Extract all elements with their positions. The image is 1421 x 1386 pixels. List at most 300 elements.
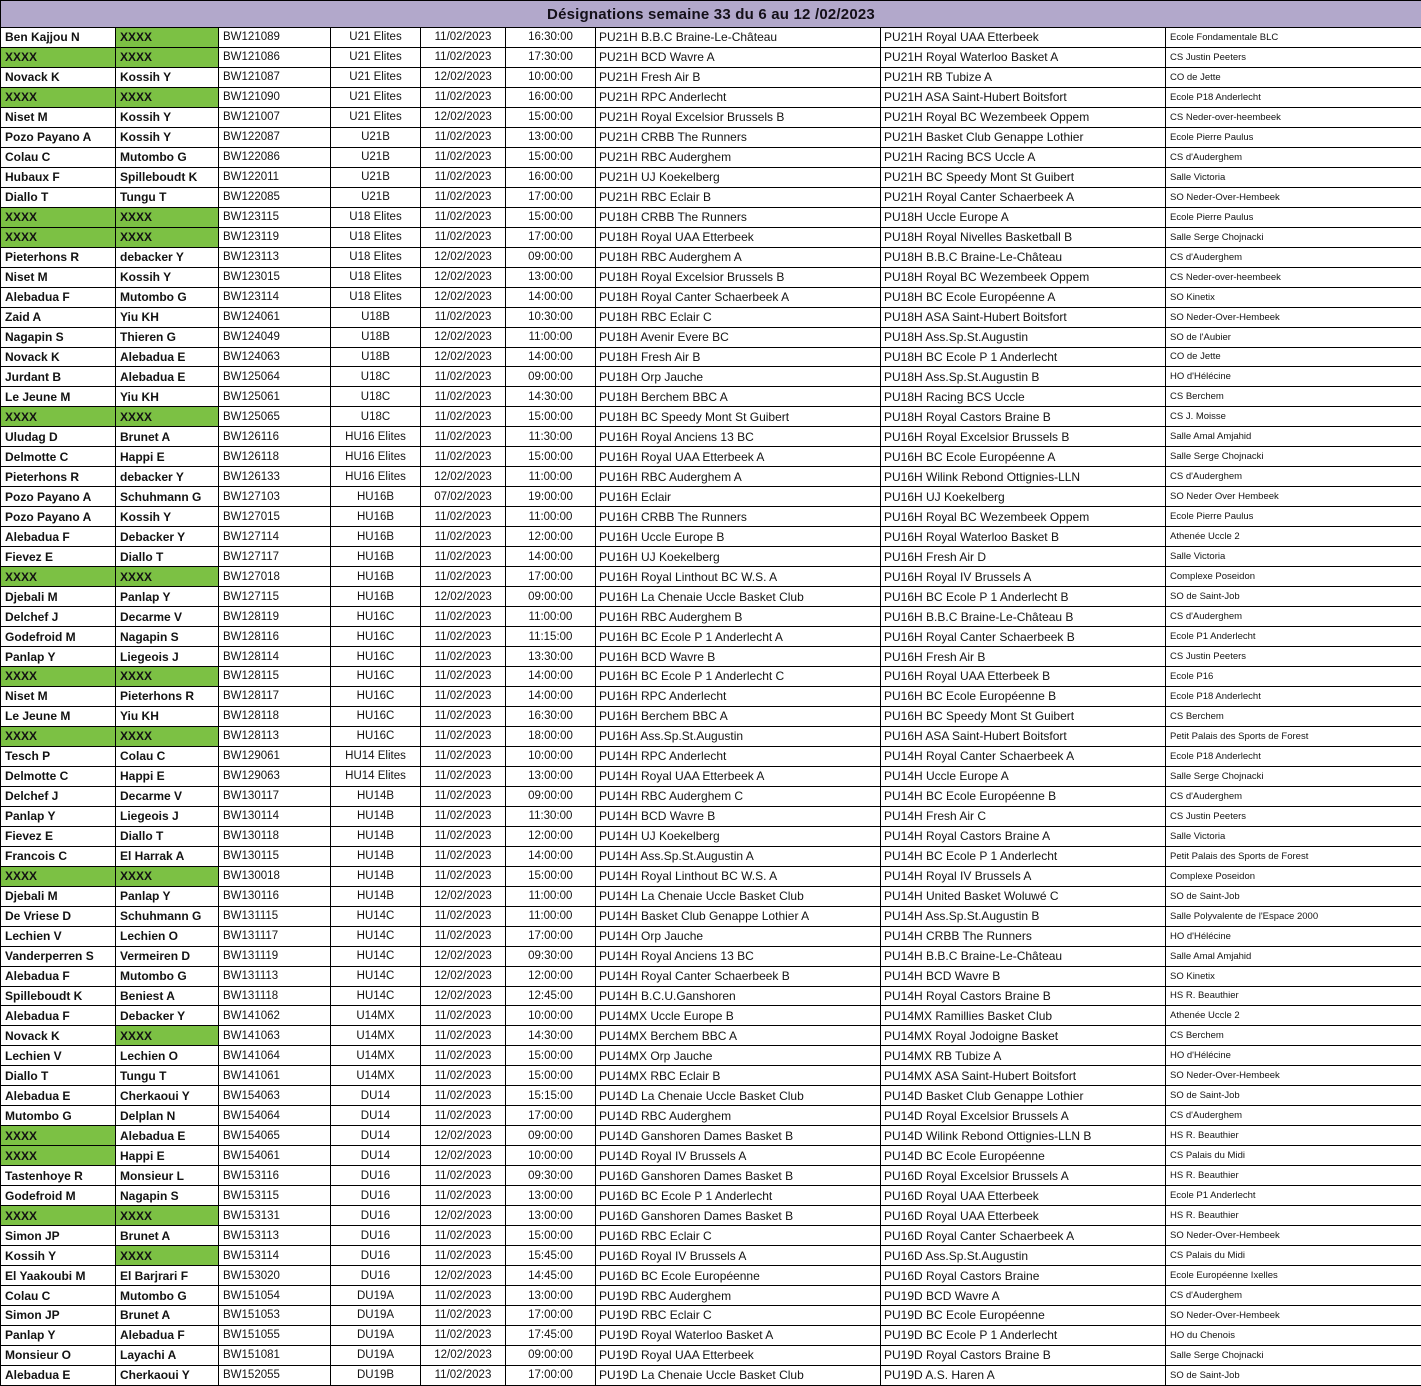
referee2-cell: Schuhmann G — [116, 906, 219, 926]
referee1-cell: Hubaux F — [1, 167, 116, 187]
date-cell: 11/02/2023 — [421, 826, 506, 846]
table-row — [1, 1286, 1421, 1306]
referee2-cell: XXXX — [116, 567, 219, 587]
time-cell: 11:30:00 — [506, 427, 596, 447]
referee1-cell: Alebadua F — [1, 527, 116, 547]
category-cell: HU14C — [331, 966, 421, 986]
date-cell: 12/02/2023 — [421, 1345, 506, 1365]
venue-cell: CS Neder-over-heembeek — [1166, 267, 1421, 287]
referee1-cell: Pozo Payano A — [1, 487, 116, 507]
venue-cell: Ecole P1 Anderlecht — [1166, 627, 1421, 647]
away-team-cell: PU18H Ass.Sp.St.Augustin — [881, 327, 1166, 347]
category-cell: DU19A — [331, 1325, 421, 1345]
category-cell: HU16C — [331, 706, 421, 726]
referee2-cell: Mutombo G — [116, 1286, 219, 1306]
home-team-cell: PU18H Avenir Evere BC — [596, 327, 881, 347]
match-code-cell: BW121087 — [219, 67, 331, 87]
date-cell: 11/02/2023 — [421, 806, 506, 826]
referee1-cell: Godefroid M — [1, 627, 116, 647]
home-team-cell: PU14D Ganshoren Dames Basket B — [596, 1126, 881, 1146]
away-team-cell: PU16D Royal UAA Etterbeek — [881, 1206, 1166, 1226]
category-cell: U18 Elites — [331, 207, 421, 227]
match-code-cell: BW123113 — [219, 247, 331, 267]
match-code-cell: BW127114 — [219, 527, 331, 547]
referee2-cell: XXXX — [116, 227, 219, 247]
time-cell: 15:15:00 — [506, 1086, 596, 1106]
table-row — [1, 187, 1421, 207]
home-team-cell: PU18H Berchem BBC A — [596, 387, 881, 407]
referee2-cell: XXXX — [116, 1246, 219, 1266]
venue-cell: Complexe Poseidon — [1166, 866, 1421, 886]
away-team-cell: PU18H Ass.Sp.St.Augustin B — [881, 367, 1166, 387]
referee1-cell: Alebadua E — [1, 1086, 116, 1106]
venue-cell: Athenée Uccle 2 — [1166, 1006, 1421, 1026]
time-cell: 12:00:00 — [506, 826, 596, 846]
venue-cell: Salle Amal Amjahid — [1166, 946, 1421, 966]
away-team-cell: PU18H Royal Nivelles Basketball B — [881, 227, 1166, 247]
table-row — [1, 746, 1421, 766]
category-cell: HU14B — [331, 886, 421, 906]
away-team-cell: PU16H Fresh Air D — [881, 547, 1166, 567]
venue-cell: SO Neder-Over-Hembeek — [1166, 1226, 1421, 1246]
away-team-cell: PU14MX Royal Jodoigne Basket — [881, 1026, 1166, 1046]
category-cell: U18B — [331, 327, 421, 347]
venue-cell: CS d'Auderghem — [1166, 607, 1421, 627]
date-cell: 11/02/2023 — [421, 227, 506, 247]
date-cell: 11/02/2023 — [421, 1106, 506, 1126]
category-cell: HU16B — [331, 587, 421, 607]
home-team-cell: PU14H Orp Jauche — [596, 926, 881, 946]
referee2-cell: Happi E — [116, 1146, 219, 1166]
category-cell: DU19A — [331, 1345, 421, 1365]
match-code-cell: BW126133 — [219, 467, 331, 487]
referee1-cell: XXXX — [1, 1146, 116, 1166]
time-cell: 09:00:00 — [506, 1126, 596, 1146]
home-team-cell: PU16D Ganshoren Dames Basket B — [596, 1206, 881, 1226]
home-team-cell: PU16H Royal Linthout BC W.S. A — [596, 567, 881, 587]
category-cell: U21 Elites — [331, 28, 421, 48]
away-team-cell: PU18H Royal Castors Braine B — [881, 407, 1166, 427]
venue-cell: CS Justin Peeters — [1166, 806, 1421, 826]
venue-cell: Petit Palais des Sports de Forest — [1166, 846, 1421, 866]
away-team-cell: PU16H Royal BC Wezembeek Oppem — [881, 507, 1166, 527]
category-cell: HU16C — [331, 647, 421, 667]
date-cell: 11/02/2023 — [421, 207, 506, 227]
referee1-cell: Niset M — [1, 686, 116, 706]
home-team-cell: PU18H Royal Excelsior Brussels B — [596, 267, 881, 287]
time-cell: 15:00:00 — [506, 1066, 596, 1086]
away-team-cell: PU18H BC Ecole Européenne A — [881, 287, 1166, 307]
venue-cell: Ecole Européenne Ixelles — [1166, 1266, 1421, 1286]
venue-cell: CS d'Auderghem — [1166, 147, 1421, 167]
home-team-cell: PU21H RBC Auderghem — [596, 147, 881, 167]
home-team-cell: PU14H RPC Anderlecht — [596, 746, 881, 766]
page-title: Désignations semaine 33 du 6 au 12 /02/2023 — [1, 1, 1421, 28]
time-cell: 12:00:00 — [506, 966, 596, 986]
venue-cell: SO Kinetix — [1166, 287, 1421, 307]
date-cell: 11/02/2023 — [421, 28, 506, 48]
referee2-cell: Vermeiren D — [116, 946, 219, 966]
home-team-cell: PU21H Fresh Air B — [596, 67, 881, 87]
match-code-cell: BW153131 — [219, 1206, 331, 1226]
match-code-cell: BW131118 — [219, 986, 331, 1006]
referee1-cell: Uludag D — [1, 427, 116, 447]
referee2-cell: Diallo T — [116, 547, 219, 567]
date-cell: 12/02/2023 — [421, 107, 506, 127]
venue-cell: CS Palais du Midi — [1166, 1246, 1421, 1266]
referee1-cell: Pieterhons R — [1, 247, 116, 267]
home-team-cell: PU21H RPC Anderlecht — [596, 87, 881, 107]
match-code-cell: BW151054 — [219, 1286, 331, 1306]
away-team-cell: PU18H Racing BCS Uccle — [881, 387, 1166, 407]
away-team-cell: PU14H CRBB The Runners — [881, 926, 1166, 946]
match-code-cell: BW121089 — [219, 28, 331, 48]
home-team-cell: PU19D RBC Auderghem — [596, 1286, 881, 1306]
referee1-cell: Niset M — [1, 107, 116, 127]
table-row — [1, 686, 1421, 706]
referee2-cell: Pieterhons R — [116, 686, 219, 706]
away-team-cell: PU19D BC Ecole Européenne — [881, 1306, 1166, 1326]
referee2-cell: Kossih Y — [116, 107, 219, 127]
table-body — [1, 28, 1421, 1386]
match-code-cell: BW131119 — [219, 946, 331, 966]
time-cell: 14:30:00 — [506, 1026, 596, 1046]
table-row — [1, 467, 1421, 487]
table-row — [1, 706, 1421, 726]
time-cell: 15:00:00 — [506, 1046, 596, 1066]
time-cell: 15:00:00 — [506, 1226, 596, 1246]
referee1-cell: Colau C — [1, 1286, 116, 1306]
match-code-cell: BW126116 — [219, 427, 331, 447]
date-cell: 12/02/2023 — [421, 327, 506, 347]
date-cell: 11/02/2023 — [421, 667, 506, 687]
category-cell: DU14 — [331, 1106, 421, 1126]
time-cell: 17:00:00 — [506, 1306, 596, 1326]
home-team-cell: PU14MX RBC Eclair B — [596, 1066, 881, 1086]
referee1-cell: Simon JP — [1, 1226, 116, 1246]
table-row — [1, 1226, 1421, 1246]
time-cell: 17:45:00 — [506, 1325, 596, 1345]
time-cell: 16:00:00 — [506, 167, 596, 187]
home-team-cell: PU14H Ass.Sp.St.Augustin A — [596, 846, 881, 866]
time-cell: 11:00:00 — [506, 507, 596, 527]
category-cell: U18B — [331, 307, 421, 327]
time-cell: 18:00:00 — [506, 726, 596, 746]
referee2-cell: Layachi A — [116, 1345, 219, 1365]
match-code-cell: BW127115 — [219, 587, 331, 607]
date-cell: 12/02/2023 — [421, 267, 506, 287]
away-team-cell: PU14D Royal Excelsior Brussels A — [881, 1106, 1166, 1126]
date-cell: 12/02/2023 — [421, 287, 506, 307]
date-cell: 11/02/2023 — [421, 1186, 506, 1206]
time-cell: 16:30:00 — [506, 28, 596, 48]
referee1-cell: Pozo Payano A — [1, 127, 116, 147]
venue-cell: SO Neder-Over-Hembeek — [1166, 1306, 1421, 1326]
away-team-cell: PU14H Royal Castors Braine B — [881, 986, 1166, 1006]
time-cell: 13:00:00 — [506, 766, 596, 786]
venue-cell: CS Palais du Midi — [1166, 1146, 1421, 1166]
referee2-cell: Happi E — [116, 447, 219, 467]
referee2-cell: Yiu KH — [116, 706, 219, 726]
table-row — [1, 1246, 1421, 1266]
match-code-cell: BW127103 — [219, 487, 331, 507]
time-cell: 09:30:00 — [506, 946, 596, 966]
category-cell: U21B — [331, 127, 421, 147]
referee2-cell: Alebadua E — [116, 367, 219, 387]
date-cell: 11/02/2023 — [421, 1006, 506, 1026]
date-cell: 12/02/2023 — [421, 1206, 506, 1226]
time-cell: 13:00:00 — [506, 1206, 596, 1226]
date-cell: 11/02/2023 — [421, 427, 506, 447]
referee2-cell: Colau C — [116, 746, 219, 766]
table-row — [1, 966, 1421, 986]
date-cell: 11/02/2023 — [421, 627, 506, 647]
referee1-cell: Jurdant B — [1, 367, 116, 387]
table-row — [1, 906, 1421, 926]
referee2-cell: Debacker Y — [116, 527, 219, 547]
referee2-cell: XXXX — [116, 667, 219, 687]
referee2-cell: Lechien O — [116, 926, 219, 946]
category-cell: DU16 — [331, 1266, 421, 1286]
referee1-cell: Le Jeune M — [1, 706, 116, 726]
table-row — [1, 1345, 1421, 1365]
away-team-cell: PU14H Fresh Air C — [881, 806, 1166, 826]
match-code-cell: BW131115 — [219, 906, 331, 926]
date-cell: 12/02/2023 — [421, 347, 506, 367]
referee1-cell: Kossih Y — [1, 1246, 116, 1266]
category-cell: HU14 Elites — [331, 746, 421, 766]
venue-cell: SO Neder-Over-Hembeek — [1166, 1066, 1421, 1086]
date-cell: 11/02/2023 — [421, 87, 506, 107]
table-row — [1, 107, 1421, 127]
away-team-cell: PU16D Royal Castors Braine — [881, 1266, 1166, 1286]
table-row — [1, 47, 1421, 67]
venue-cell: CS d'Auderghem — [1166, 1286, 1421, 1306]
referee2-cell: Thieren G — [116, 327, 219, 347]
table-row — [1, 547, 1421, 567]
table-row — [1, 267, 1421, 287]
table-row — [1, 926, 1421, 946]
match-code-cell: BW130118 — [219, 826, 331, 846]
time-cell: 10:00:00 — [506, 1146, 596, 1166]
venue-cell: Salle Serge Chojnacki — [1166, 766, 1421, 786]
venue-cell: Complexe Poseidon — [1166, 567, 1421, 587]
category-cell: U21B — [331, 167, 421, 187]
home-team-cell: PU14MX Berchem BBC A — [596, 1026, 881, 1046]
referee2-cell: Spilleboudt K — [116, 167, 219, 187]
table-row — [1, 667, 1421, 687]
home-team-cell: PU14H UJ Koekelberg — [596, 826, 881, 846]
match-code-cell: BW154065 — [219, 1126, 331, 1146]
home-team-cell: PU14H BCD Wavre B — [596, 806, 881, 826]
table-row — [1, 487, 1421, 507]
category-cell: HU14B — [331, 806, 421, 826]
referee1-cell: Monsieur O — [1, 1345, 116, 1365]
referee2-cell: Beniest A — [116, 986, 219, 1006]
match-code-cell: BW128114 — [219, 647, 331, 667]
venue-cell: HS R. Beauthier — [1166, 1206, 1421, 1226]
match-code-cell: BW121007 — [219, 107, 331, 127]
away-team-cell: PU16H Royal UAA Etterbeek B — [881, 667, 1166, 687]
referee2-cell: Alebadua E — [116, 1126, 219, 1146]
venue-cell: SO Kinetix — [1166, 966, 1421, 986]
venue-cell: CS Berchem — [1166, 706, 1421, 726]
time-cell: 14:00:00 — [506, 347, 596, 367]
category-cell: HU16B — [331, 567, 421, 587]
table-row — [1, 726, 1421, 746]
venue-cell: Salle Victoria — [1166, 826, 1421, 846]
category-cell: HU14C — [331, 986, 421, 1006]
home-team-cell: PU21H CRBB The Runners — [596, 127, 881, 147]
away-team-cell: PU14MX Ramillies Basket Club — [881, 1006, 1166, 1026]
referee2-cell: debacker Y — [116, 467, 219, 487]
category-cell: DU14 — [331, 1086, 421, 1106]
away-team-cell: PU16H B.B.C Braine-Le-Château B — [881, 607, 1166, 627]
referee2-cell: Kossih Y — [116, 267, 219, 287]
match-code-cell: BW128115 — [219, 667, 331, 687]
away-team-cell: PU16H Royal Waterloo Basket B — [881, 527, 1166, 547]
category-cell: HU16C — [331, 726, 421, 746]
table-row — [1, 327, 1421, 347]
table-row — [1, 1106, 1421, 1126]
date-cell: 07/02/2023 — [421, 487, 506, 507]
referee2-cell: XXXX — [116, 87, 219, 107]
venue-cell: SO de Saint-Job — [1166, 1365, 1421, 1385]
referee1-cell: Alebadua F — [1, 287, 116, 307]
date-cell: 11/02/2023 — [421, 1066, 506, 1086]
referee2-cell: Nagapin S — [116, 627, 219, 647]
category-cell: U18 Elites — [331, 227, 421, 247]
away-team-cell: PU18H B.B.C Braine-Le-Château — [881, 247, 1166, 267]
home-team-cell: PU14H Royal UAA Etterbeek A — [596, 766, 881, 786]
referee2-cell: Debacker Y — [116, 1006, 219, 1026]
category-cell: HU14C — [331, 946, 421, 966]
home-team-cell: PU19D Royal Waterloo Basket A — [596, 1325, 881, 1345]
category-cell: U14MX — [331, 1046, 421, 1066]
time-cell: 15:00:00 — [506, 207, 596, 227]
table-row — [1, 1186, 1421, 1206]
table-row — [1, 127, 1421, 147]
home-team-cell: PU21H Royal Excelsior Brussels B — [596, 107, 881, 127]
time-cell: 15:00:00 — [506, 107, 596, 127]
category-cell: U21B — [331, 187, 421, 207]
venue-cell: SO de Saint-Job — [1166, 886, 1421, 906]
date-cell: 12/02/2023 — [421, 986, 506, 1006]
match-code-cell: BW127015 — [219, 507, 331, 527]
date-cell: 11/02/2023 — [421, 507, 506, 527]
time-cell: 11:00:00 — [506, 327, 596, 347]
table-row — [1, 527, 1421, 547]
date-cell: 12/02/2023 — [421, 587, 506, 607]
match-code-cell: BW127117 — [219, 547, 331, 567]
home-team-cell: PU16H Eclair — [596, 487, 881, 507]
time-cell: 16:30:00 — [506, 706, 596, 726]
category-cell: U14MX — [331, 1066, 421, 1086]
time-cell: 15:00:00 — [506, 147, 596, 167]
match-code-cell: BW123115 — [219, 207, 331, 227]
category-cell: U18C — [331, 367, 421, 387]
away-team-cell: PU14H Royal IV Brussels A — [881, 866, 1166, 886]
venue-cell: Salle Serge Chojnacki — [1166, 227, 1421, 247]
referee2-cell: Mutombo G — [116, 147, 219, 167]
away-team-cell: PU18H ASA Saint-Hubert Boitsfort — [881, 307, 1166, 327]
referee2-cell: Brunet A — [116, 427, 219, 447]
category-cell: U21 Elites — [331, 107, 421, 127]
table-row — [1, 28, 1421, 48]
referee1-cell: El Yaakoubi M — [1, 1266, 116, 1286]
venue-cell: SO de Saint-Job — [1166, 1086, 1421, 1106]
time-cell: 17:00:00 — [506, 1106, 596, 1126]
referee1-cell: Novack K — [1, 1026, 116, 1046]
venue-cell: HO du Chenois — [1166, 1325, 1421, 1345]
venue-cell: HS R. Beauthier — [1166, 1166, 1421, 1186]
date-cell: 11/02/2023 — [421, 866, 506, 886]
venue-cell: Salle Serge Chojnacki — [1166, 1345, 1421, 1365]
home-team-cell: PU14H Royal Canter Schaerbeek B — [596, 966, 881, 986]
away-team-cell: PU14H BCD Wavre B — [881, 966, 1166, 986]
time-cell: 13:00:00 — [506, 127, 596, 147]
away-team-cell: PU14H BC Ecole Européenne B — [881, 786, 1166, 806]
category-cell: HU16C — [331, 686, 421, 706]
away-team-cell: PU14H Royal Castors Braine A — [881, 826, 1166, 846]
match-code-cell: BW122086 — [219, 147, 331, 167]
venue-cell: Petit Palais des Sports de Forest — [1166, 726, 1421, 746]
referee2-cell: Panlap Y — [116, 587, 219, 607]
table-row — [1, 826, 1421, 846]
away-team-cell: PU21H Royal BC Wezembeek Oppem — [881, 107, 1166, 127]
date-cell: 11/02/2023 — [421, 1365, 506, 1385]
time-cell: 09:00:00 — [506, 367, 596, 387]
venue-cell: HS R. Beauthier — [1166, 986, 1421, 1006]
match-code-cell: BW130018 — [219, 866, 331, 886]
venue-cell: Ecole P16 — [1166, 667, 1421, 687]
venue-cell: CS Justin Peeters — [1166, 47, 1421, 67]
venue-cell: CO de Jette — [1166, 67, 1421, 87]
match-code-cell: BW131113 — [219, 966, 331, 986]
home-team-cell: PU16D RBC Eclair C — [596, 1226, 881, 1246]
away-team-cell: PU19D A.S. Haren A — [881, 1365, 1166, 1385]
date-cell: 11/02/2023 — [421, 1046, 506, 1066]
away-team-cell: PU21H Racing BCS Uccle A — [881, 147, 1166, 167]
match-code-cell: BW130115 — [219, 846, 331, 866]
referee1-cell: Tastenhoye R — [1, 1166, 116, 1186]
match-code-cell: BW126118 — [219, 447, 331, 467]
time-cell: 09:30:00 — [506, 1166, 596, 1186]
match-code-cell: BW124061 — [219, 307, 331, 327]
venue-cell: Athenée Uccle 2 — [1166, 527, 1421, 547]
time-cell: 13:00:00 — [506, 1286, 596, 1306]
home-team-cell: PU14MX Orp Jauche — [596, 1046, 881, 1066]
away-team-cell: PU19D BC Ecole P 1 Anderlecht — [881, 1325, 1166, 1345]
table-row — [1, 986, 1421, 1006]
home-team-cell: PU16H RPC Anderlecht — [596, 686, 881, 706]
time-cell: 09:00:00 — [506, 587, 596, 607]
home-team-cell: PU21H RBC Eclair B — [596, 187, 881, 207]
home-team-cell: PU16H Royal UAA Etterbeek A — [596, 447, 881, 467]
away-team-cell: PU16H Royal Canter Schaerbeek B — [881, 627, 1166, 647]
venue-cell: Ecole Pierre Paulus — [1166, 127, 1421, 147]
home-team-cell: PU14D RBC Auderghem — [596, 1106, 881, 1126]
referee2-cell: Kossih Y — [116, 507, 219, 527]
time-cell: 10:30:00 — [506, 307, 596, 327]
match-code-cell: BW153020 — [219, 1266, 331, 1286]
date-cell: 11/02/2023 — [421, 367, 506, 387]
referee1-cell: Diallo T — [1, 1066, 116, 1086]
category-cell: HU16C — [331, 667, 421, 687]
away-team-cell: PU14MX RB Tubize A — [881, 1046, 1166, 1066]
home-team-cell: PU16H Uccle Europe B — [596, 527, 881, 547]
venue-cell: Ecole Fondamentale BLC — [1166, 28, 1421, 48]
